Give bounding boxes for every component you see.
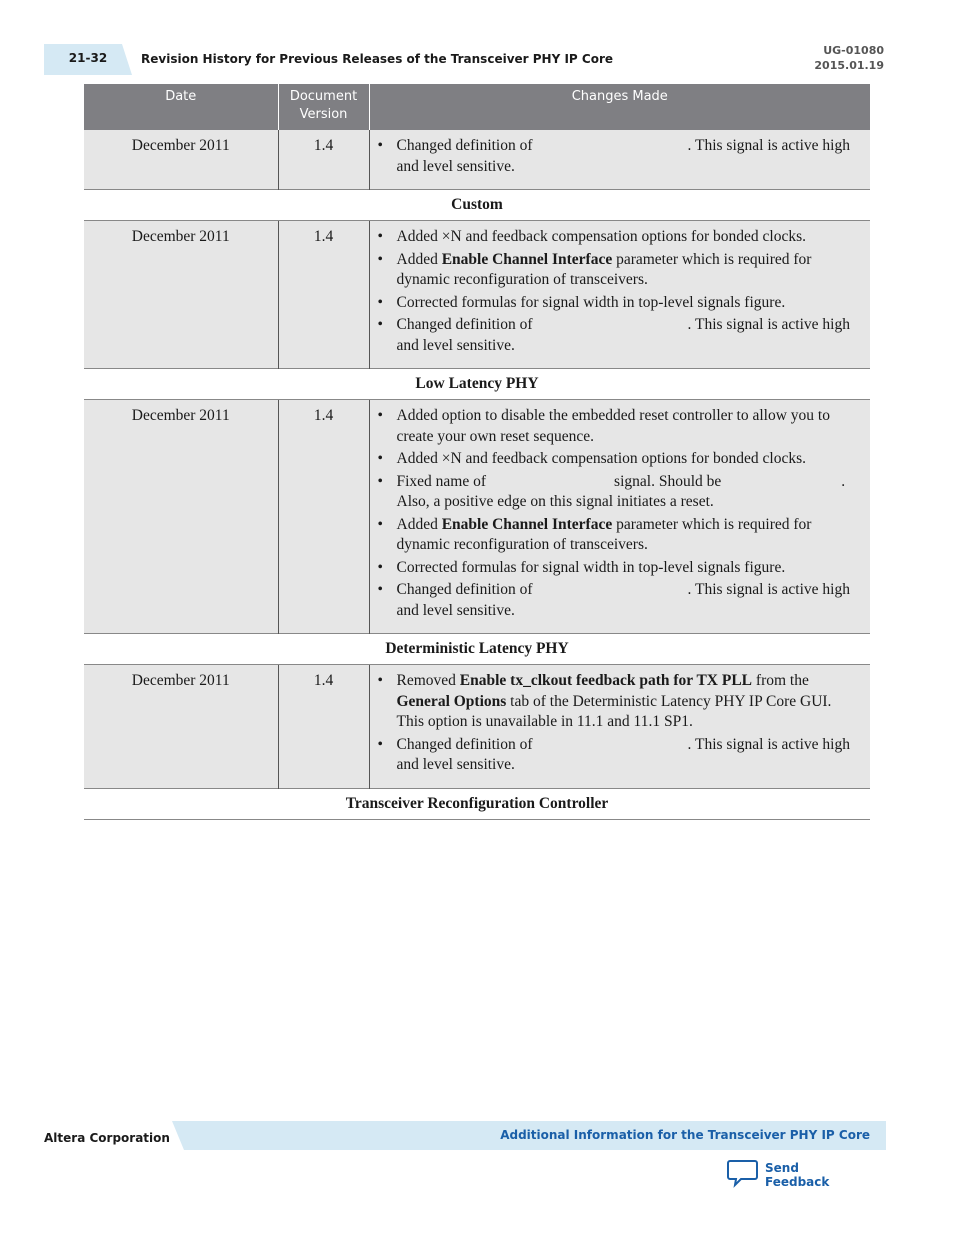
column-header-version: Document Version <box>278 84 369 130</box>
changes-cell <box>369 665 870 789</box>
send-feedback-label[interactable]: Send Feedback <box>765 1161 830 1189</box>
change-item: • Changed definition of . This signal is active high and level sensitive. <box>378 315 861 356</box>
change-item: • Removed Enable tx_clkout feedback path for TX PLL from the General Options tab of the Deterministic Latency PHY IP Core GUI. This option is unavailable in 11.1 and 11.1 SP1. <box>378 671 861 733</box>
section-label: Transceiver Reconfiguration Controller <box>84 788 870 819</box>
section-link[interactable]: Additional Information for the Transceiver PHY IP Core <box>500 1128 870 1142</box>
version-cell: 1.4 <box>278 130 369 190</box>
change-item: • Changed definition of . This signal is active high and level sensitive. <box>378 136 861 177</box>
date-cell: December 2011 <box>84 221 278 369</box>
footer-link-bar[interactable] <box>172 1121 886 1150</box>
document-id <box>814 43 884 73</box>
changes-cell <box>369 130 870 190</box>
section-row-low-latency <box>84 369 870 400</box>
changes-cell <box>369 400 870 634</box>
revision-history-table <box>84 84 870 820</box>
change-item: • Changed definition of . This signal is active high and level sensitive. <box>378 735 861 776</box>
change-item: • Added ×N and feedback compensation options for bonded clocks. <box>378 227 861 248</box>
date-cell: December 2011 <box>84 665 278 789</box>
column-header-date: Date <box>84 84 278 130</box>
company-name: Altera Corporation <box>44 1131 170 1145</box>
version-cell: 1.4 <box>278 665 369 789</box>
change-item: • Changed definition of . This signal is active high and level sensitive. <box>378 580 861 621</box>
change-item: • Corrected formulas for signal width in top-level signals figure. <box>378 293 861 314</box>
change-item: • Added Enable Channel Interface parameter which is required for dynamic reconfiguration of transceivers. <box>378 250 861 291</box>
change-item: • Fixed name of signal. Should be . Also, a positive edge on this signal initiates a reset. <box>378 472 861 513</box>
section-label: Custom <box>84 190 870 221</box>
running-header-title: Revision History for Previous Releases of the Transceiver PHY IP Core <box>141 52 613 66</box>
date-cell: December 2011 <box>84 400 278 634</box>
doc-date: 2015.01.19 <box>814 59 884 72</box>
table-row <box>84 130 870 190</box>
section-label: Deterministic Latency PHY <box>84 634 870 665</box>
section-row-custom <box>84 190 870 221</box>
version-cell: 1.4 <box>278 221 369 369</box>
change-item: • Corrected formulas for signal width in top-level signals figure. <box>378 558 861 579</box>
column-header-changes: Changes Made <box>369 84 870 130</box>
section-row-reconfig-controller <box>84 788 870 819</box>
change-item: • Added ×N and feedback compensation options for bonded clocks. <box>378 449 861 470</box>
page-number: 21-32 <box>68 51 108 65</box>
changes-cell <box>369 221 870 369</box>
doc-number: UG-01080 <box>823 44 884 57</box>
table-row <box>84 665 870 789</box>
date-cell: December 2011 <box>84 130 278 190</box>
change-item: • Added option to disable the embedded reset controller to allow you to create your own reset sequence. <box>378 406 861 447</box>
page-number-tab <box>44 44 132 75</box>
send-feedback-button[interactable] <box>727 1158 867 1188</box>
speech-bubble-icon <box>727 1158 759 1188</box>
version-cell: 1.4 <box>278 400 369 634</box>
change-item: • Added Enable Channel Interface parameter which is required for dynamic reconfiguration of transceivers. <box>378 515 861 556</box>
table-header-row <box>84 84 870 130</box>
table-row <box>84 221 870 369</box>
table-row <box>84 400 870 634</box>
section-row-deterministic <box>84 634 870 665</box>
section-label: Low Latency PHY <box>84 369 870 400</box>
